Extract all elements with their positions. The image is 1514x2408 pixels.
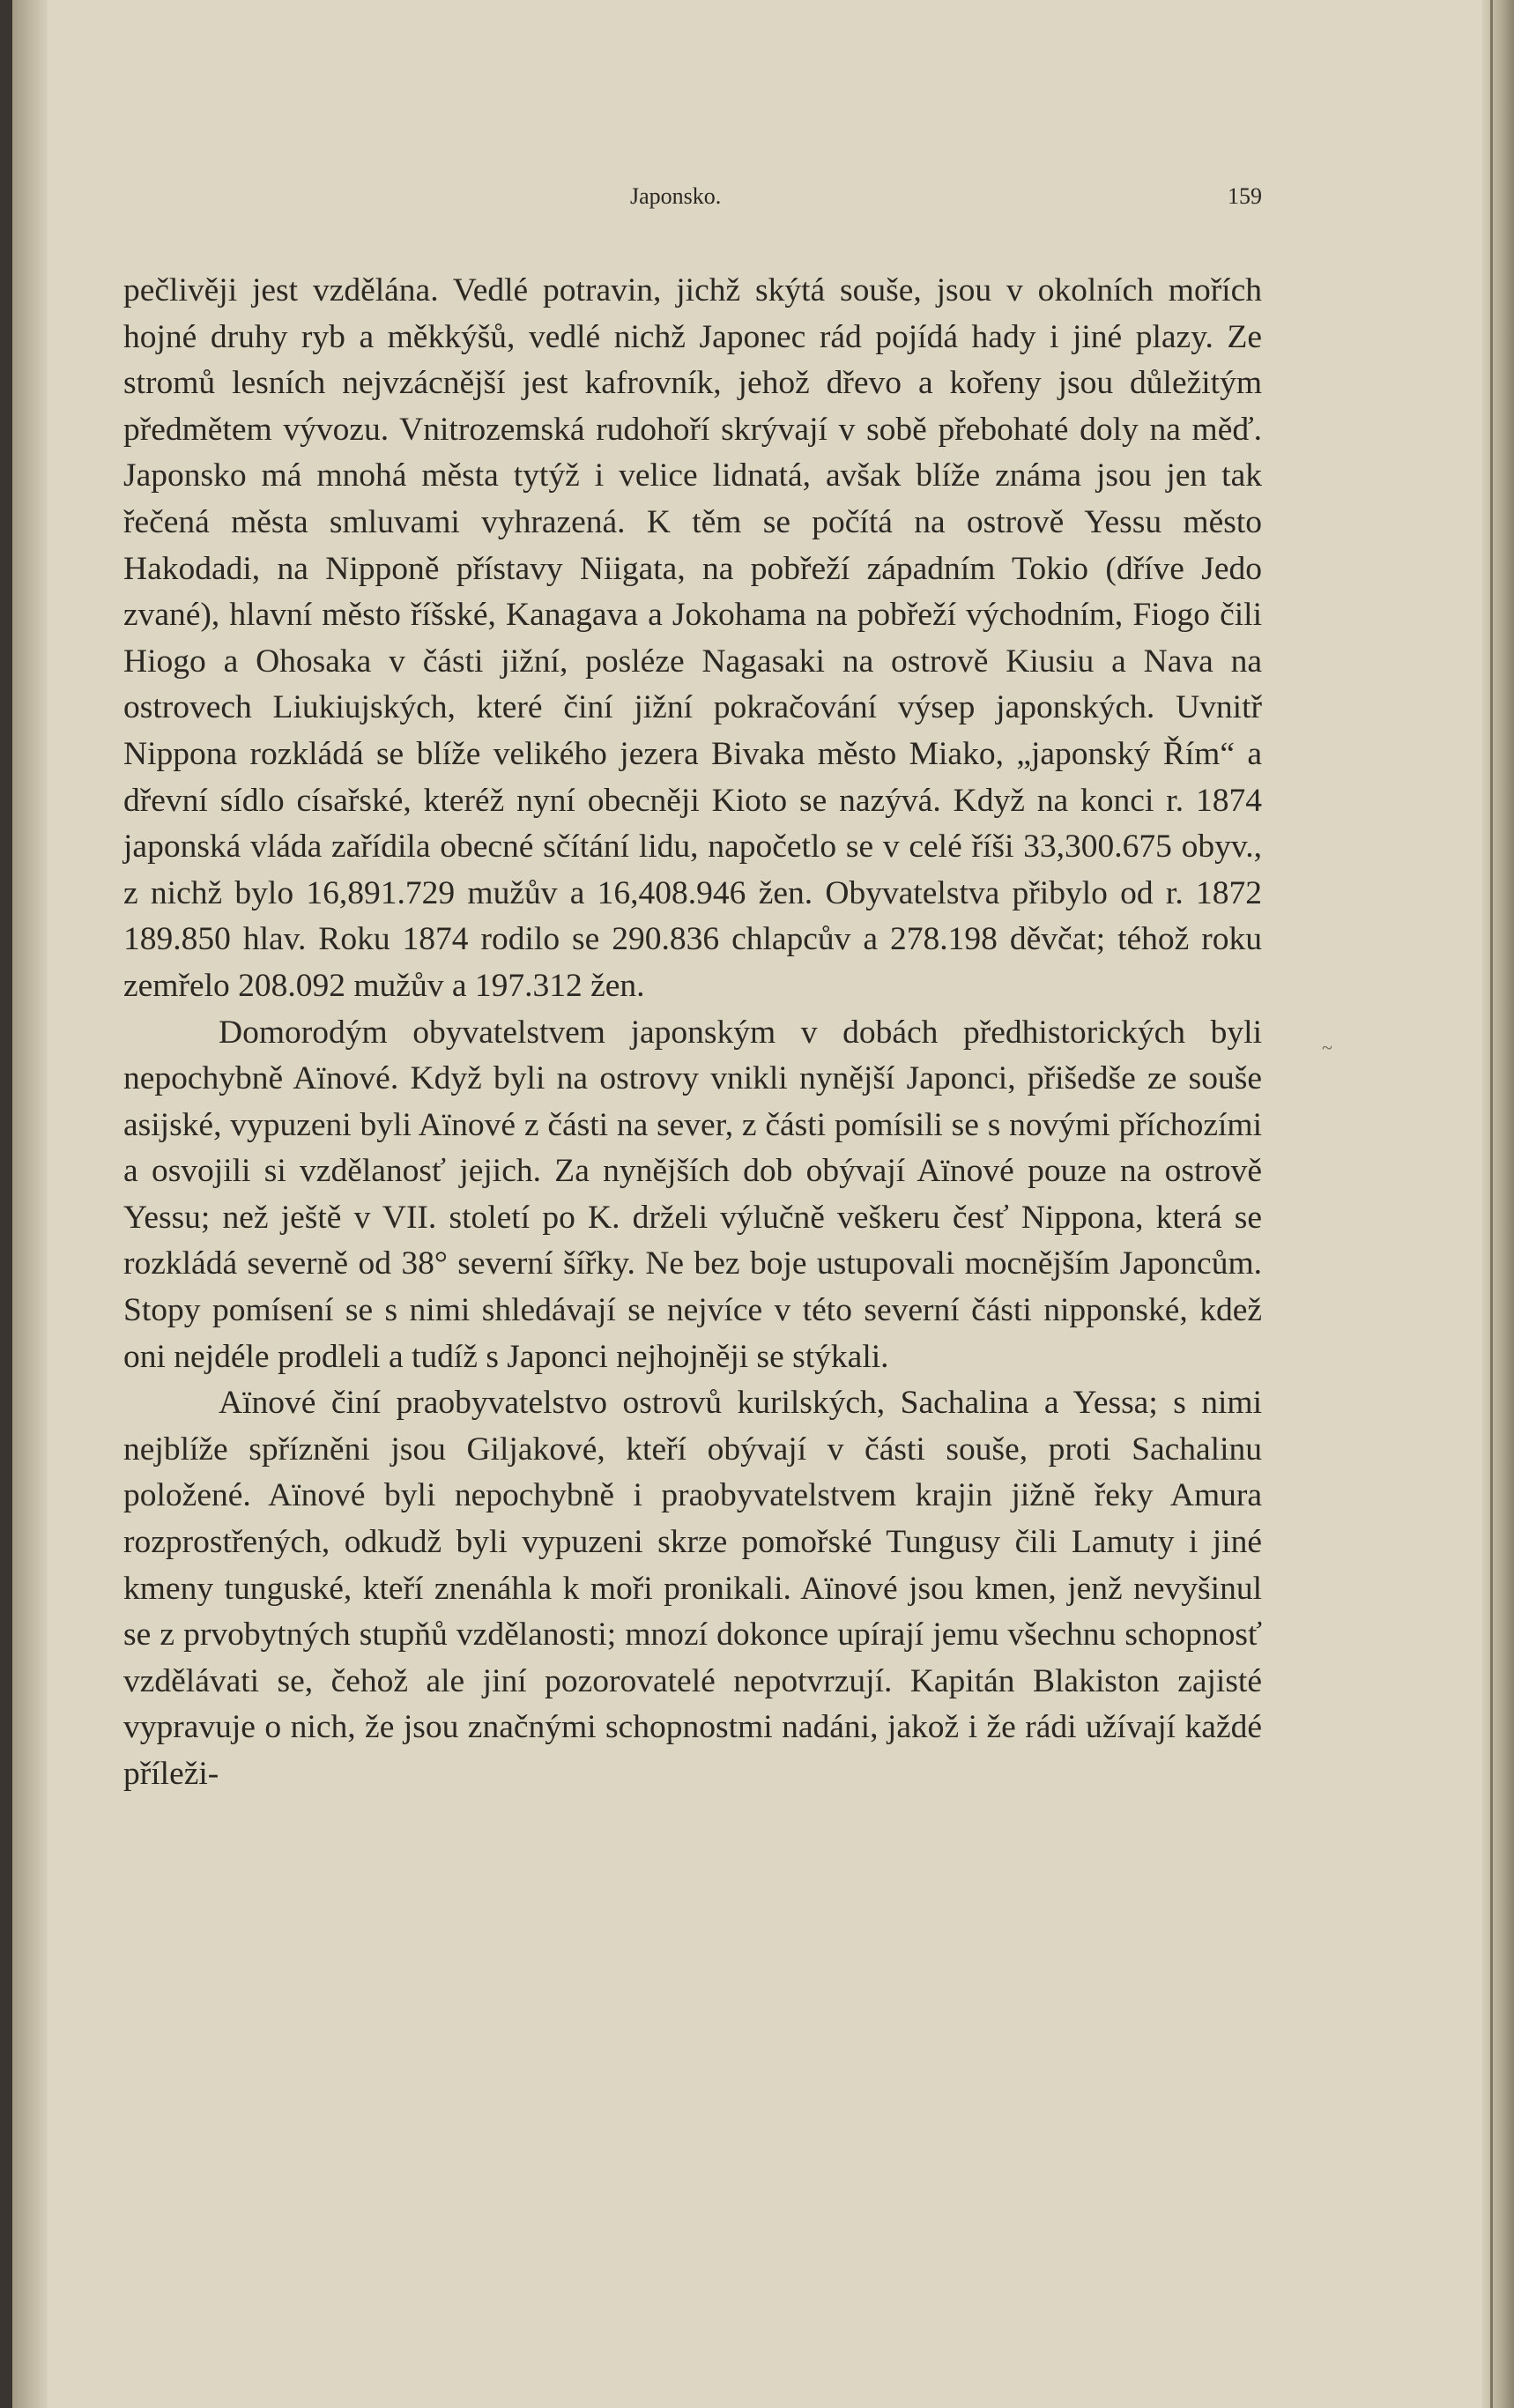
running-header (123, 183, 1262, 219)
page-edge-line (1490, 0, 1493, 2408)
page-number: 159 (1228, 183, 1262, 209)
binding-shadow (12, 0, 48, 2408)
paragraph-1: pečlivěji jest vzdělána. Vedlé potravin, jichž skýtá souše, jsou v okolních mořích hojné druhy ryb a měkkýšů, vedlé nichž Japonec rád pojídá hady i jiné plazy. Ze stromů lesních nejvzácnější jest kafrovník, jehož dřevo a kořeny jsou důležitým předmětem vývozu. Vnitrozemská rudohoří skrývají v sobě přebohaté doly na měď. Japonsko má mnohá města tytýž i velice lidnatá, avšak blíže známa jsou jen tak řečená města smluvami vyhrazená. K těm se počítá na ostrově Yessu město Hakodadi, na Nipponě přístavy Niigata, na pobřeží západním Tokio (dříve Jedo zvané), hlavní město říšské, Kanagava a Jokohama na pobřeží východním, Fiogo čili Hiogo a Ohosaka v části jižní, posléze Nagasaki na ostrově Kiusiu a Nava na ostrovech Liukiujských, které činí jižní pokračování výsep japonských. Uvnitř Nippona rozkládá se blíže velikého jezera Bivaka město Miako, „japonský Řím“ a dřevní sídlo císařské, kteréž nyní obecněji Kioto se nazývá. Když na konci r. 1874 japonská vláda zařídila obecné sčítání lidu, napočetlo se v celé říši 33,300.675 obyv., z nichž bylo 16,891.729 mužův a 16,408.946 žen. Obyvatelstva přibylo od r. 1872 189.850 hlav. Roku 1874 rodilo se 290.836 chlapcův a 278.198 děvčat; téhož roku zemřelo 208.092 mužův a 197.312 žen. (123, 272, 1262, 1004)
margin-mark: ~ (1322, 1037, 1332, 1059)
paragraph-3: Aïnové činí praobyvatelstvo ostrovů kurilských, Sachalina a Yessa; s nimi nejblíže spřízněni jsou Giljakové, kteří obývají v části souše, proti Sachalinu položené. Aïnové byli nepochybně i praobyvatelstvem krajin jižně řeky Amura rozprostřených, odkudž byli vypuzeni skrze pomořské Tungusy čili Lamuty i jiné kmeny tunguské, kteří znenáhla k moři pronikali. Aïnové jsou kmen, jenž nevyšinul se z prvobytných stupňů vzdělanosti; mnozí dokonce upírají jemu všechnu schopnosť vzdělávati se, čehož ale jiní pozorovatelé nepotvrzují. Kapitán Blakiston zajisté vypravuje o nich, že jsou značnými schopnostmi nadáni, jakož i že rádi užívají každé příleži- (123, 1385, 1262, 1792)
running-title: Japonsko. (630, 183, 722, 209)
page-edge (1482, 0, 1514, 2408)
binding-edge (0, 0, 12, 2408)
body-text (123, 268, 1262, 1798)
paragraph-2: Domorodým obyvatelstvem japonským v dobách předhistorických byli nepochybně Aïnové. Když byli na ostrovy vnikli nynější Japonci, přišedše ze souše asijské, vypuzeni byli Aïnové z části na sever, z části pomísili se s novými příchozími a osvojili si vzdělanosť jejich. Za nynějších dob obývají Aïnové pouze na ostrově Yessu; než ještě v VII. století po K. drželi výlučně veškeru česť Nippona, která se rozkládá severně od 38° severní šířky. Ne bez boje ustupovali mocnějším Japoncům. Stopy pomísení se s nimi shledávají se nejvíce v této severní části nipponské, kdež oni nejdéle prodleli a tudíž s Japonci nejhojněji se stýkali. (123, 1014, 1262, 1375)
